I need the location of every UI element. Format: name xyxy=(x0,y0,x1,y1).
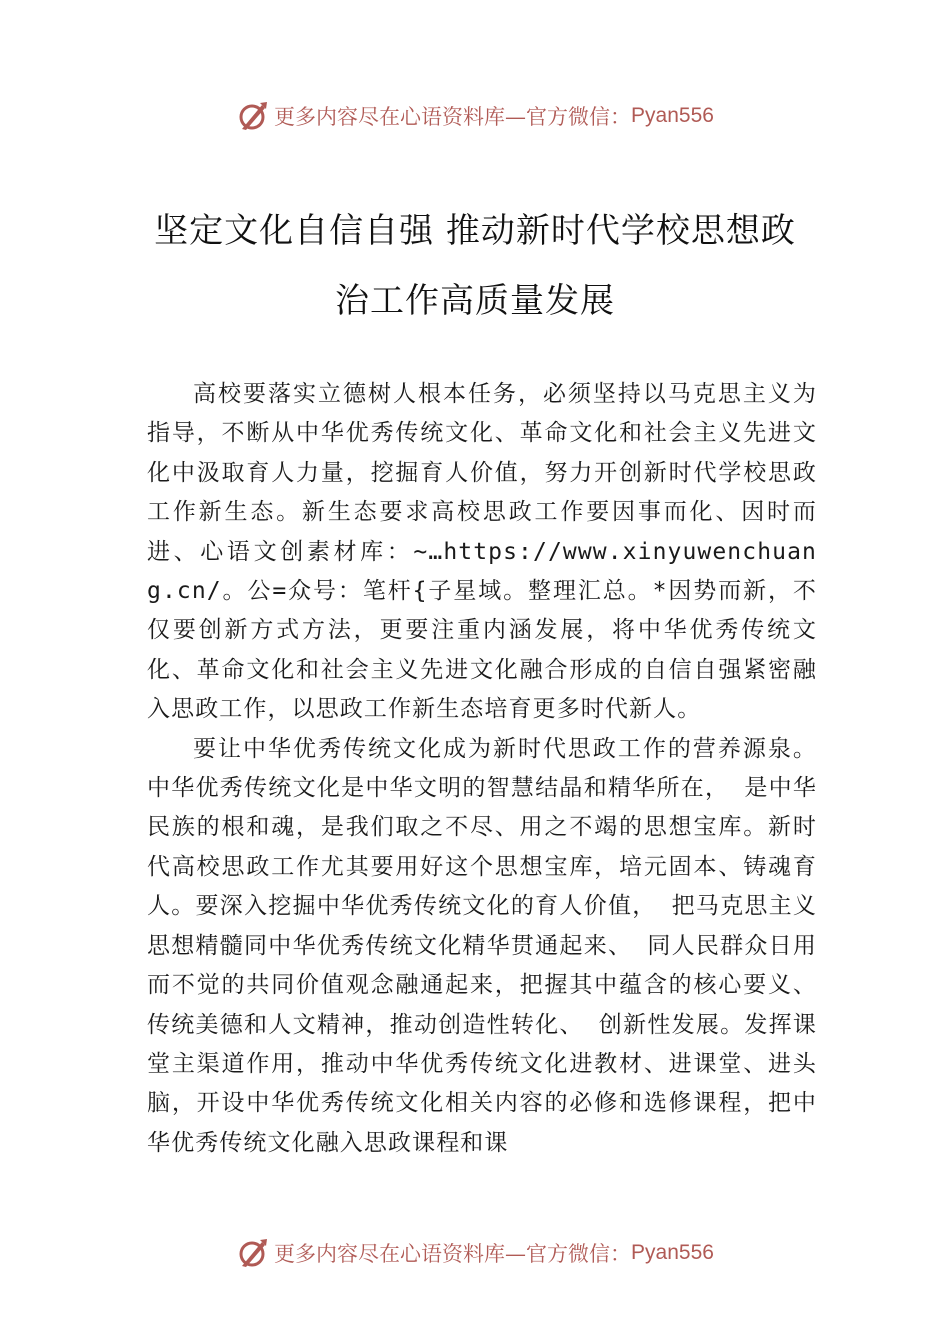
document-body xyxy=(147,375,817,1163)
header-wechat-id: Pyan556 xyxy=(631,104,714,127)
footer-banner xyxy=(0,1233,950,1273)
footer-wechat-id: Pyan556 xyxy=(631,1241,714,1264)
paragraph-1: 高校要落实立德树人根本任务，必须坚持以马克思主义为指导，不断从中华优秀传统文化、革命文化和社会主义先进文化中汲取育人力量，挖掘育人价值，努力开创新时代学校思政工作新生态。新生态要求高校思政工作要因事而化、因时而进、心语文创素材库：~…https://www.xinyuwenchuang.cn/。公=众号：笔杆{子星域。整理汇总。*因势而新，不仅要创新方式方法，更要注重内涵发展，将中华优秀传统文化、革命文化和社会主义先进文化融合形成的自信自强紧密融入思政工作，以思政工作新生态培育更多时代新人。 xyxy=(147,381,817,723)
footer-slogan: 更多内容尽在心语资料库—官方微信： xyxy=(274,1242,632,1266)
quill-logo-icon xyxy=(236,99,270,133)
document-title-line-2: 治工作高质量发展 xyxy=(335,281,615,321)
header-slogan: 更多内容尽在心语资料库—官方微信： xyxy=(274,105,632,129)
quill-logo-icon xyxy=(236,1236,270,1270)
header-banner xyxy=(0,96,950,136)
document-title-line-1: 坚定文化自信自强 推动新时代学校思想政 xyxy=(154,211,796,251)
paragraph-2: 要让中华优秀传统文化成为新时代思政工作的营养源泉。中华优秀传统文化是中华文明的智慧结晶和精华所在， 是中华民族的根和魂，是我们取之不尽、用之不竭的思想宝库。新时代高校思政工作尤其要用好这个思想宝库，培元固本、铸魂育人。要深入挖掘中华优秀传统文化的育人价值， 把马克思主义思想精髓同中华优秀传统文化精华贯通起来、 同人民群众日用而不觉的共同价值观念融通起来，把握其中蕴含的核心要义、传统美德和人文精神，推动创造性转化、 创新性发展。发挥课堂主渠道作用，推动中华优秀传统文化进教材、进课堂、进头脑，开设中华优秀传统文化相关内容的必修和选修课程，把中华优秀传统文化融入思政课程和课 xyxy=(147,735,817,1156)
